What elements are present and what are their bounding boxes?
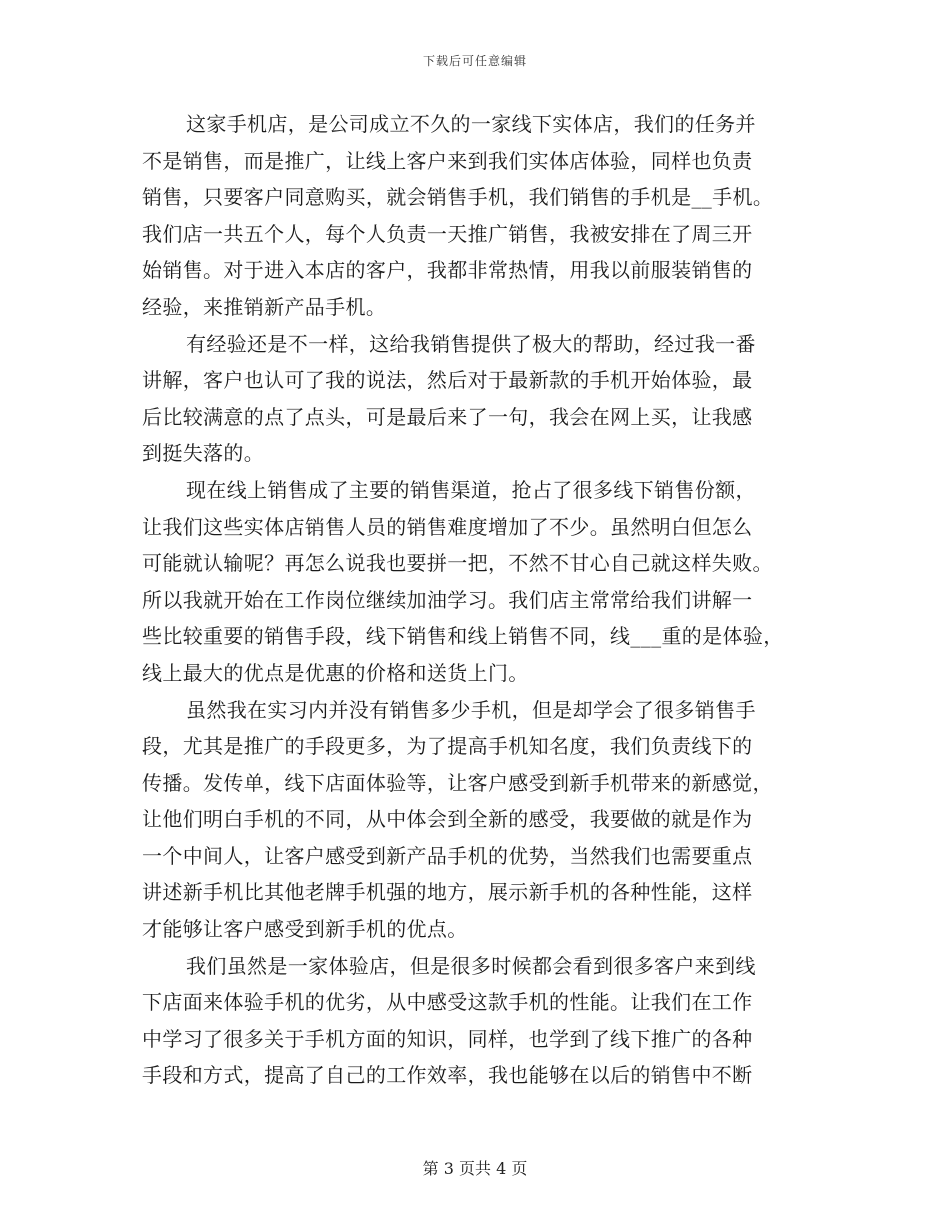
text-line: 段，尤其是推广的手段更多，为了提高手机知名度，我们负责线下的 (142, 734, 753, 759)
text-line: 线上最大的优点是优惠的价格和送货上门。 (142, 660, 529, 685)
text-line: 销售，只要客户同意购买，就会销售手机，我们销售的手机是__手机。 (142, 185, 774, 210)
text-line: 我们虽然是一家体验店，但是很多时候都会看到很多客户来到线 (186, 953, 756, 978)
page-header: 下载后可任意编辑 (422, 54, 527, 68)
text-line: 我们店一共五个人，每个人负责一天推广销售，我被安排在了周三开 (142, 221, 753, 246)
text-line: 始销售。对于进入本店的客户，我都非常热情，用我以前服装销售的 (142, 258, 753, 283)
document-body (142, 106, 822, 1094)
text-line: 这家手机店，是公司成立不久的一家线下实体店，我们的任务并 (186, 112, 756, 136)
text-line: 让他们明白手机的不同，从中体会到全新的感受，我要做的就是作为 (142, 807, 753, 832)
text-line: 经验，来推销新产品手机。 (142, 294, 387, 319)
text-line: 到挺失落的。 (142, 441, 265, 466)
text-line: 不是销售，而是推广，让线上客户来到我们实体店体验，同样也负责 (142, 148, 753, 173)
text-line: 讲述新手机比其他老牌手机强的地方，展示新手机的各种性能，这样 (142, 880, 753, 905)
text-line: 手段和方式，提高了自己的工作效率，我也能够在以后的销售中不断 (142, 1063, 753, 1088)
text-line: 些比较重要的销售手段，线下销售和线上销售不同，线___重的是体验， (142, 624, 784, 649)
text-line: 所以我就开始在工作岗位继续加油学习。我们店主常常给我们讲解一 (142, 587, 753, 612)
text-line: 一个中间人，让客户感受到新产品手机的优势，当然我们也需要重点 (142, 843, 753, 868)
text-line: 有经验还是不一样，这给我销售提供了极大的帮助，经过我一番 (186, 331, 756, 356)
text-line: 虽然我在实习内并没有销售多少手机，但是却学会了很多销售手 (186, 697, 756, 722)
text-line: 让我们这些实体店销售人员的销售难度增加了不少。虽然明白但怎么 (142, 514, 753, 539)
text-line: 下店面来体验手机的优劣，从中感受这款手机的性能。让我们在工作 (142, 990, 753, 1015)
text-line: 传播。发传单，线下店面体验等，让客户感受到新手机带来的新感觉， (142, 770, 773, 795)
text-line: 讲解，客户也认可了我的说法，然后对于最新款的手机开始体验，最 (142, 368, 753, 393)
text-line: 后比较满意的点了点头，可是最后来了一句，我会在网上买，让我感 (142, 404, 753, 429)
text-line: 才能够让客户感受到新手机的优点。 (142, 917, 468, 942)
text-line: 现在线上销售成了主要的销售渠道，抢占了很多线下销售份额， (186, 477, 756, 502)
text-line: 可能就认输呢？再怎么说我也要拼一把，不然不甘心自己就这样失败。 (142, 551, 773, 576)
text-line: 中学习了很多关于手机方面的知识，同样，也学到了线下推广的各种 (142, 1026, 753, 1051)
page-footer: 第 3 页共 4 页 (422, 1159, 528, 1178)
